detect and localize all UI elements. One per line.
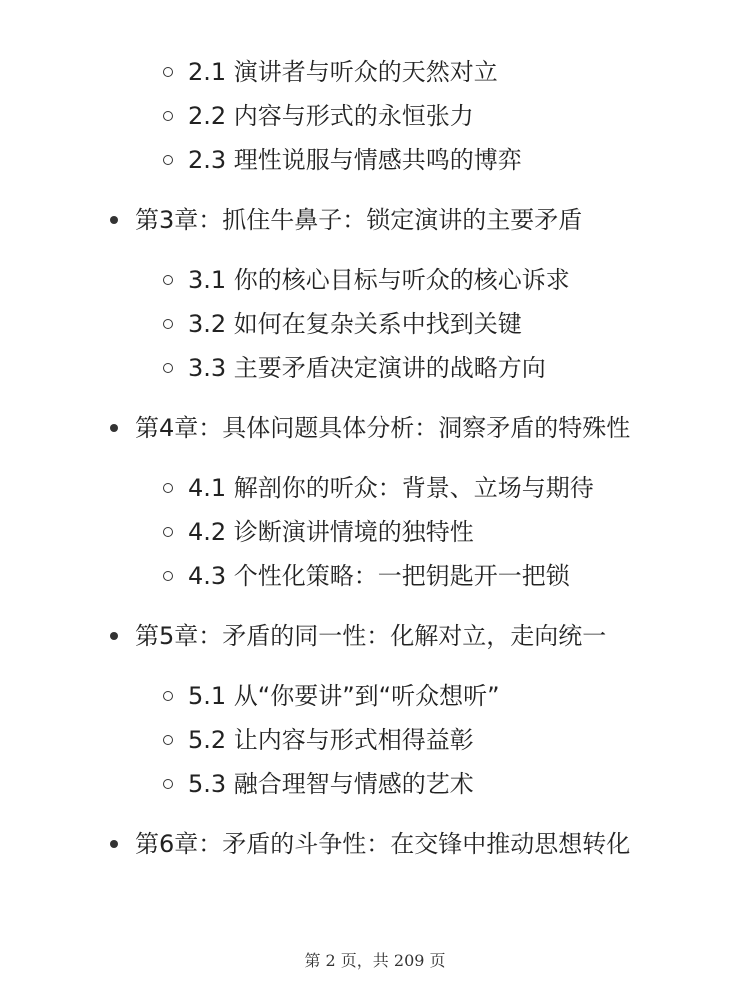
circle-bullet-icon (163, 275, 173, 285)
list-item (0, 50, 750, 94)
subsection-label: 4.3 个性化策略：一把钥匙开一把锁 (188, 562, 570, 590)
chapter-3-subsections (0, 258, 750, 390)
circle-bullet-icon (163, 571, 173, 581)
subsection-label: 5.2 让内容与形式相得益彰 (188, 726, 474, 754)
list-item (0, 302, 750, 346)
chapter-title: 第6章：矛盾的斗争性：在交锋中推动思想转化 (135, 830, 631, 858)
chapter-heading (0, 200, 750, 240)
subsection-label: 2.3 理性说服与情感共鸣的博弈 (188, 146, 522, 174)
list-item (0, 510, 750, 554)
subsection-label: 4.1 解剖你的听众：背景、立场与期待 (188, 474, 594, 502)
chapter-4-subsections (0, 466, 750, 598)
subsection-label: 2.1 演讲者与听众的天然对立 (188, 58, 498, 86)
dot-bullet-icon (110, 424, 118, 432)
circle-bullet-icon (163, 735, 173, 745)
subsection-label: 5.3 融合理智与情感的艺术 (188, 770, 474, 798)
dot-bullet-icon (110, 216, 118, 224)
subsection-label: 4.2 诊断演讲情境的独特性 (188, 518, 474, 546)
list-item (0, 138, 750, 182)
list-item (0, 346, 750, 390)
list-item (0, 94, 750, 138)
subsection-label: 3.2 如何在复杂关系中找到关键 (188, 310, 522, 338)
circle-bullet-icon (163, 319, 173, 329)
list-item (0, 258, 750, 302)
list-item (0, 554, 750, 598)
chapter-title: 第3章：抓住牛鼻子：锁定演讲的主要矛盾 (135, 206, 583, 234)
circle-bullet-icon (163, 527, 173, 537)
list-item (0, 718, 750, 762)
chapter-heading (0, 408, 750, 448)
page-number: 第 2 页，共 209 页 (304, 951, 446, 970)
chapter-5-subsections (0, 674, 750, 806)
circle-bullet-icon (163, 691, 173, 701)
chapter-title: 第4章：具体问题具体分析：洞察矛盾的特殊性 (135, 414, 631, 442)
subsection-label: 5.1 从“你要讲”到“听众想听” (188, 682, 500, 710)
circle-bullet-icon (163, 111, 173, 121)
chapter-heading (0, 824, 750, 864)
dot-bullet-icon (110, 840, 118, 848)
circle-bullet-icon (163, 363, 173, 373)
list-item (0, 674, 750, 718)
circle-bullet-icon (163, 155, 173, 165)
circle-bullet-icon (163, 779, 173, 789)
circle-bullet-icon (163, 483, 173, 493)
chapter-2-subsections (0, 50, 750, 182)
subsection-label: 2.2 内容与形式的永恒张力 (188, 102, 474, 130)
chapter-heading (0, 616, 750, 656)
dot-bullet-icon (110, 632, 118, 640)
table-of-contents (0, 50, 750, 864)
chapter-title: 第5章：矛盾的同一性：化解对立，走向统一 (135, 622, 607, 650)
list-item (0, 762, 750, 806)
circle-bullet-icon (163, 67, 173, 77)
list-item (0, 466, 750, 510)
subsection-label: 3.3 主要矛盾决定演讲的战略方向 (188, 354, 546, 382)
subsection-label: 3.1 你的核心目标与听众的核心诉求 (188, 266, 570, 294)
